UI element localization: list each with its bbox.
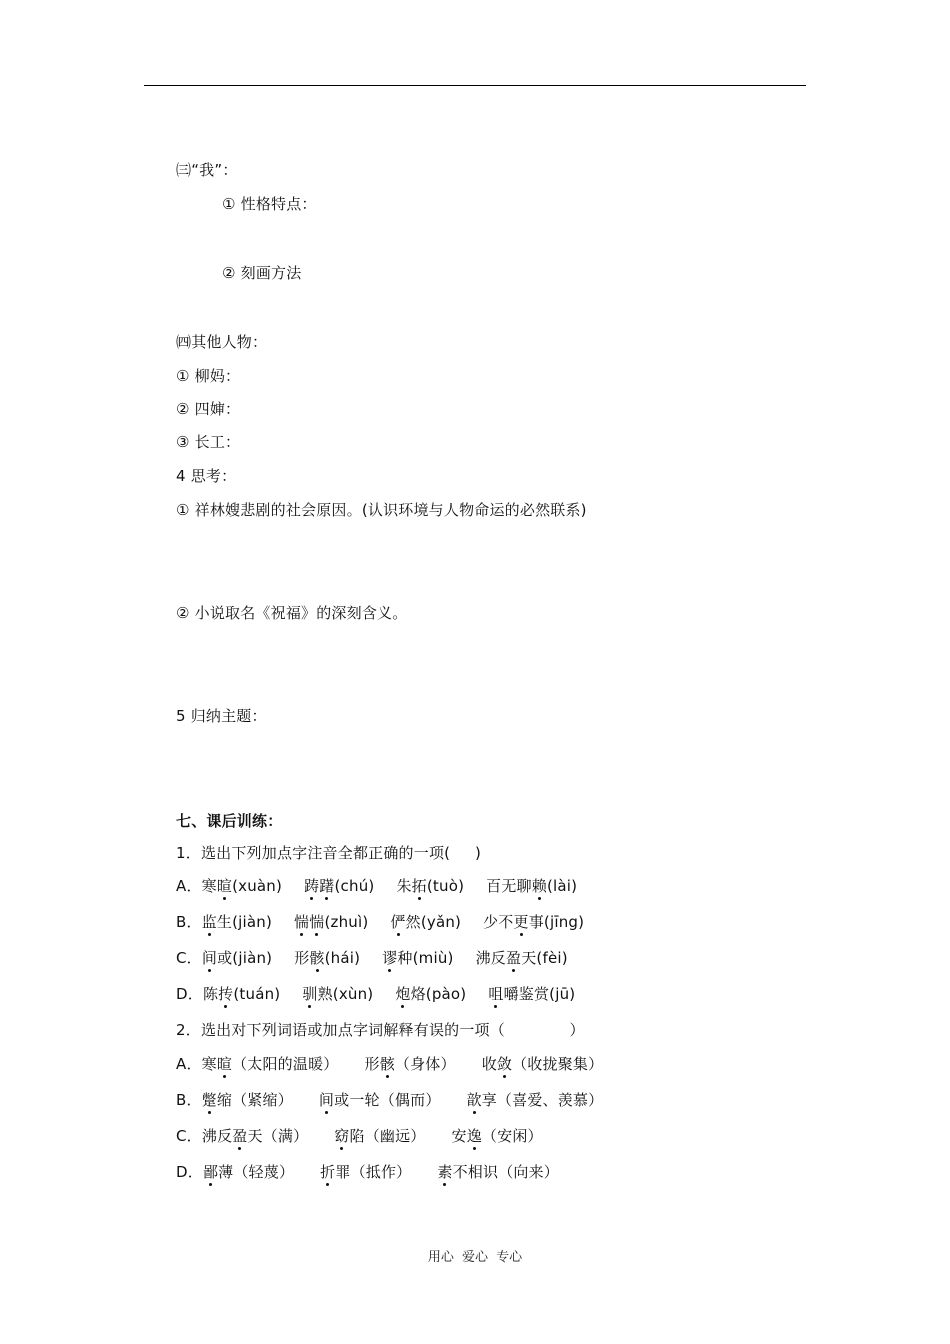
option-term: 鄙薄（轻蔑） bbox=[202, 1163, 295, 1181]
option-label: B． bbox=[176, 1091, 202, 1109]
option-term: 寒暄（太阳的温暖） bbox=[201, 1055, 339, 1073]
dotted-char: 抟 bbox=[218, 985, 234, 1003]
dotted-char: 盈 bbox=[232, 1127, 248, 1145]
option-term: 寒暄(xuàn) bbox=[201, 877, 283, 895]
option-term: 间或一轮（偶而） bbox=[318, 1091, 441, 1109]
option-term: 谬种(miù) bbox=[382, 949, 454, 967]
option-term: 咀嚼鉴赏(jū) bbox=[488, 985, 576, 1003]
dotted-char: 赖 bbox=[531, 877, 547, 895]
dotted-char: 逸 bbox=[466, 1127, 482, 1145]
q2-option-d bbox=[176, 1162, 559, 1182]
q2-option-b bbox=[176, 1090, 603, 1110]
option-term: 朱拓(tuò) bbox=[396, 877, 465, 895]
option-term: 间或(jiàn) bbox=[201, 949, 273, 967]
dotted-char: 俨 bbox=[390, 913, 406, 931]
q2-option-a bbox=[176, 1054, 603, 1074]
option-term: 歆享（喜爱、羡慕） bbox=[466, 1091, 604, 1109]
option-term: 收敛（收拢聚集） bbox=[481, 1055, 604, 1073]
section-3-item-1: ① 性格特点： bbox=[222, 195, 317, 213]
dotted-char: 盈 bbox=[506, 949, 522, 967]
header-rule bbox=[144, 85, 806, 86]
think-item-2: ② 小说取名《祝福》的深刻含义。 bbox=[176, 604, 408, 622]
option-term: 沸反盈天（满） bbox=[201, 1127, 309, 1145]
section-4-item-3: ③ 长工： bbox=[176, 433, 241, 451]
dotted-char: 骸 bbox=[309, 949, 325, 967]
option-term: 蹩缩（紧缩） bbox=[201, 1091, 293, 1109]
dotted-char: 蹩 bbox=[201, 1091, 217, 1109]
option-term: 素不相识（向来） bbox=[437, 1163, 559, 1181]
option-term: 陈抟(tuán) bbox=[202, 985, 281, 1003]
option-term: 少不更事(jīng) bbox=[483, 913, 585, 931]
think-item-1: ① 祥林嫂悲剧的社会原因。(认识环境与人物命运的必然联系) bbox=[176, 501, 587, 519]
option-label: C． bbox=[176, 949, 202, 967]
page-footer: 用心 爱心 专心 bbox=[427, 1250, 523, 1265]
option-term: 安逸（安闲） bbox=[451, 1127, 543, 1145]
dotted-char: 间 bbox=[318, 1091, 335, 1109]
option-term: 惴惴(zhuì) bbox=[294, 913, 369, 931]
option-label: C． bbox=[176, 1127, 202, 1145]
section-3-item-2: ② 刻画方法 bbox=[222, 264, 302, 282]
dotted-char: 监 bbox=[201, 913, 217, 931]
dotted-char: 骸 bbox=[379, 1055, 395, 1073]
option-term: 踌躇(chú) bbox=[304, 877, 375, 895]
dotted-char: 驯 bbox=[302, 985, 318, 1003]
question-2-stem: 2．选出对下列词语或加点字词解释有误的一项（ ） bbox=[176, 1021, 585, 1039]
option-term: 监生(jiàn) bbox=[201, 913, 273, 931]
q1-option-b bbox=[176, 912, 584, 932]
option-label: D． bbox=[176, 1163, 203, 1181]
section-3-title: ㈢“我”： bbox=[176, 161, 238, 179]
option-label: B． bbox=[176, 913, 202, 931]
option-term: 驯熟(xùn) bbox=[302, 985, 374, 1003]
option-label: D． bbox=[176, 985, 203, 1003]
dotted-char: 暄 bbox=[216, 1055, 233, 1073]
dotted-char: 炮 bbox=[395, 985, 411, 1003]
dotted-char: 歆 bbox=[466, 1091, 482, 1109]
option-term: 形骸（身体） bbox=[364, 1055, 456, 1073]
dotted-char: 敛 bbox=[496, 1055, 513, 1073]
dotted-char: 暄 bbox=[216, 877, 233, 895]
option-term: 折罪（抵作） bbox=[320, 1163, 412, 1181]
exercise-heading: 七、课后训练： bbox=[176, 812, 283, 830]
dotted-char: 间 bbox=[201, 949, 218, 967]
dotted-char: 谬 bbox=[382, 949, 398, 967]
q1-option-d bbox=[176, 984, 575, 1004]
option-label: A． bbox=[176, 1055, 202, 1073]
dotted-char: 拓 bbox=[411, 877, 427, 895]
option-term: 形骸(hái) bbox=[294, 949, 361, 967]
dotted-char: 咀 bbox=[488, 985, 504, 1003]
section-4-title: ㈣其他人物： bbox=[176, 333, 268, 351]
dotted-char: 折 bbox=[320, 1163, 336, 1181]
option-label: A． bbox=[176, 877, 202, 895]
option-term: 百无聊赖(lài) bbox=[486, 877, 578, 895]
q1-option-a bbox=[176, 876, 577, 896]
q1-option-c bbox=[176, 948, 568, 968]
dotted-char: 更 bbox=[513, 913, 529, 931]
dotted-char: 素 bbox=[437, 1163, 453, 1181]
dotted-char: 踌躇 bbox=[304, 877, 335, 895]
option-term: 窈陷（幽远） bbox=[334, 1127, 426, 1145]
dotted-char: 窈 bbox=[334, 1127, 350, 1145]
option-term: 沸反盈天(fèi) bbox=[475, 949, 568, 967]
question-1-stem: 1．选出下列加点字注音全都正确的一项( ) bbox=[176, 844, 482, 862]
section-4-item-2: ② 四婶： bbox=[176, 400, 241, 418]
think-title: 4 思考： bbox=[176, 467, 237, 485]
option-term: 炮烙(pào) bbox=[395, 985, 467, 1003]
option-term: 俨然(yǎn) bbox=[390, 913, 462, 931]
dotted-char: 惴惴 bbox=[294, 913, 325, 931]
theme-title: 5 归纳主题： bbox=[176, 707, 267, 725]
section-4-item-1: ① 柳妈： bbox=[176, 367, 241, 385]
dotted-char: 鄙 bbox=[202, 1163, 219, 1181]
q2-option-c bbox=[176, 1126, 543, 1146]
